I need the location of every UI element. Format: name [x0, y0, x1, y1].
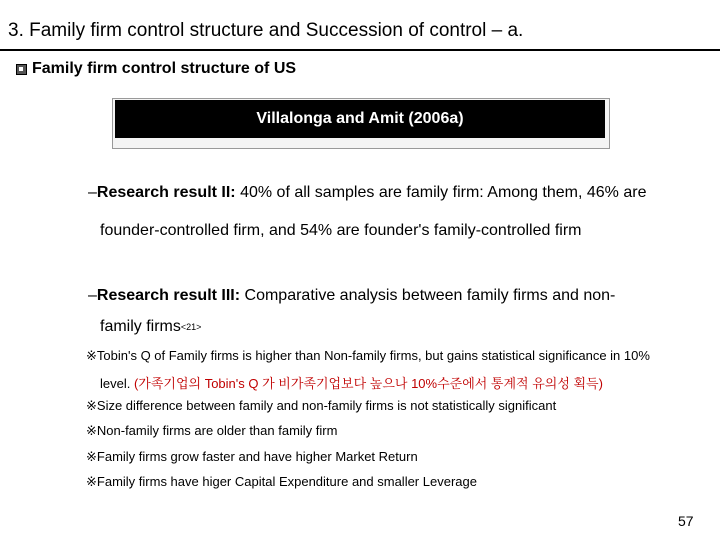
note-4: ※Family firms grow faster and have higher Market Return — [86, 449, 418, 464]
subtitle-text: Family firm control structure of US — [32, 60, 297, 77]
note-5: ※Family firms have higer Capital Expenditure and smaller Leverage — [86, 474, 477, 489]
result-2-line-1 — [88, 183, 646, 203]
note-3: ※Non-family firms are older than family firm — [86, 423, 338, 438]
citation-banner: Villalonga and Amit (2006a) — [115, 100, 605, 138]
note-1-korean-text: (가족기업의 Tobin's Q 가 비가족기업보다 높으나 10%수준에서 통계적 유의성 획득) — [133, 376, 603, 391]
result-3-line-2 — [100, 318, 201, 336]
title-divider — [0, 49, 720, 51]
dash: – — [88, 184, 97, 201]
result-2-text: 40% of all samples are family firm: Among them, 46% are — [235, 184, 647, 201]
result-3-line-1 — [88, 286, 615, 306]
section-subtitle — [16, 60, 296, 78]
dash: – — [88, 287, 97, 304]
page-title: 3. Family firm control structure and Succession of control – a. — [8, 20, 524, 41]
result-3-text-2: family firms — [100, 318, 181, 335]
page-number: 57 — [678, 513, 694, 529]
square-bullet-icon — [16, 64, 27, 75]
note-1-line-2 — [100, 373, 603, 392]
result-3-text: Comparative analysis between family firms and non- — [240, 287, 616, 304]
note-1-line-1: ※Tobin's Q of Family firms is higher than Non-family firms, but gains statistical significance in 10% — [86, 348, 650, 363]
reference-mark: <21> — [180, 322, 202, 332]
result-3-label: Research result III: — [96, 287, 241, 304]
result-2-label: Research result II: — [96, 184, 236, 201]
note-2: ※Size difference between family and non-family firms is not statistically significant — [86, 398, 557, 413]
result-2-line-2: founder-controlled firm, and 54% are founder's family-controlled firm — [100, 222, 582, 239]
note-1-prefix: level. — [100, 376, 134, 391]
